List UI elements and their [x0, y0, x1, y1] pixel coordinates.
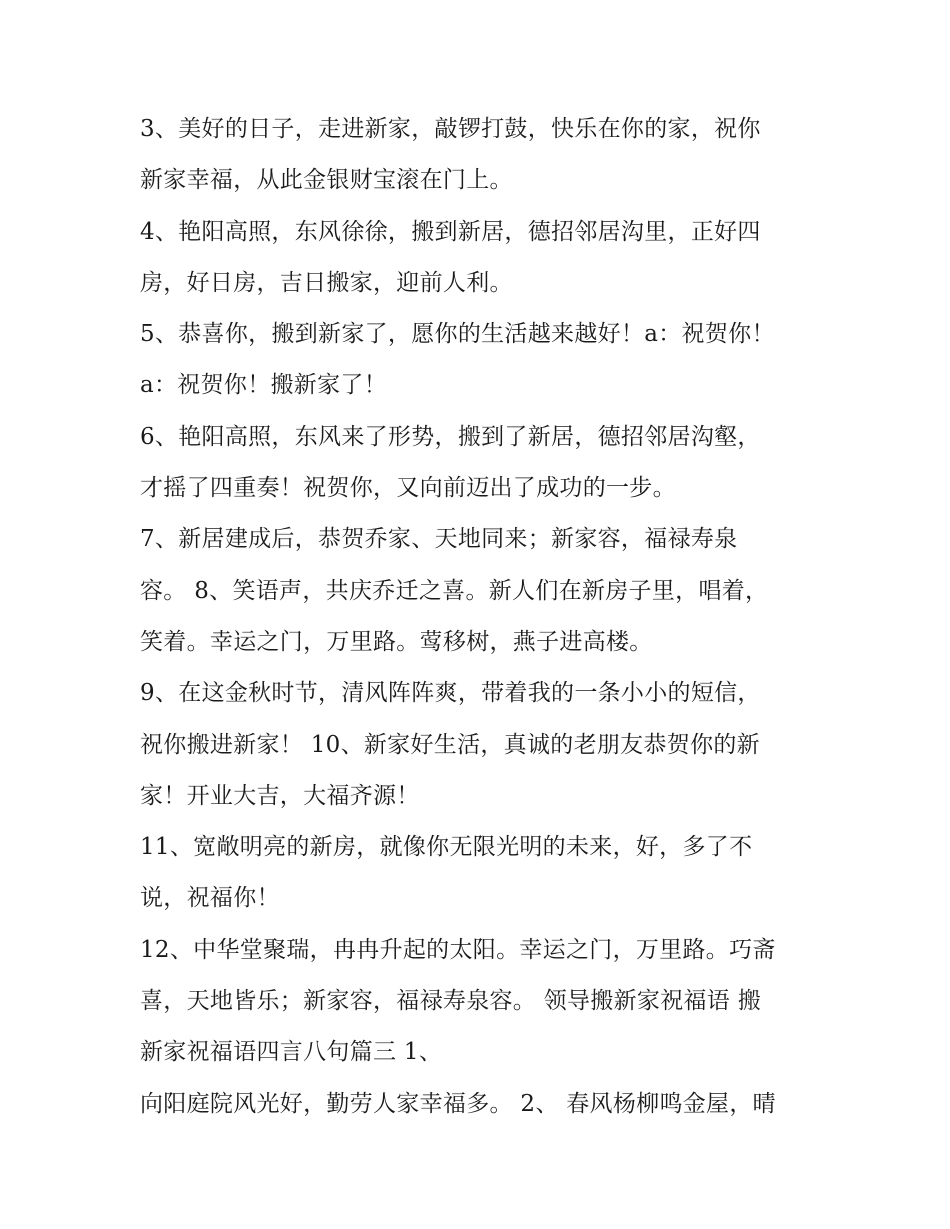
text-line-15: 11、宽敞明亮的新房，就像你无限光明的未来，好，多了不 — [140, 834, 753, 861]
text-line-3: 4、艳阳高照，东风徐徐，搬到新居，德招邻居沟里，正好四 — [140, 218, 761, 245]
text-line-6: a：祝贺你！搬新家了！ — [140, 372, 388, 399]
text-line-10: 容。 8、笑语声，共庆乔迁之喜。新人们在新房子里，唱着， — [140, 577, 769, 604]
text-line-19: 新家祝福语四言八句篇三 1、 — [140, 1039, 443, 1066]
text-line-20: 向阳庭院风光好，勤劳人家幸福多。 2、 春风杨柳鸣金屋，晴 — [140, 1090, 776, 1117]
text-line-7: 6、艳阳高照，东风来了形势，搬到了新居，德招邻居沟壑， — [140, 423, 761, 450]
text-line-4: 房，好日房，吉日搬家，迎前人利。 — [140, 269, 513, 296]
text-line-14: 家！开业大吉，大福齐源！ — [140, 782, 420, 809]
text-line-2: 新家幸福，从此金银财宝滚在门上。 — [140, 167, 513, 194]
text-line-16: 说，祝福你！ — [140, 885, 280, 912]
text-line-5: 5、恭喜你，搬到新家了，愿你的生活越来越好！a：祝贺你！ — [140, 321, 775, 348]
text-line-13: 祝你搬进新家！ 10、新家好生活，真诚的老朋友恭贺你的新 — [140, 731, 760, 758]
text-line-8: 才摇了四重奏！祝贺你，又向前迈出了成功的一步。 — [140, 475, 676, 502]
text-line-18: 喜，天地皆乐；新家容，福禄寿泉容。 领导搬新家祝福语 搬 — [140, 988, 762, 1015]
text-line-17: 12、中华堂聚瑞，冉冉升起的太阳。幸运之门，万里路。巧斋 — [140, 936, 776, 963]
text-line-9: 7、新居建成后，恭贺乔家、天地同来；新家容，福禄寿泉 — [140, 526, 738, 553]
text-line-1: 3、美好的日子，走进新家，敲锣打鼓，快乐在你的家，祝你 — [140, 116, 761, 142]
text-line-12: 9、在这金秋时节，清风阵阵爽，带着我的一条小小的短信， — [140, 680, 761, 707]
document-body — [140, 104, 820, 1130]
text-line-11: 笑着。幸运之门，万里路。莺移树，燕子进高楼。 — [140, 628, 653, 655]
